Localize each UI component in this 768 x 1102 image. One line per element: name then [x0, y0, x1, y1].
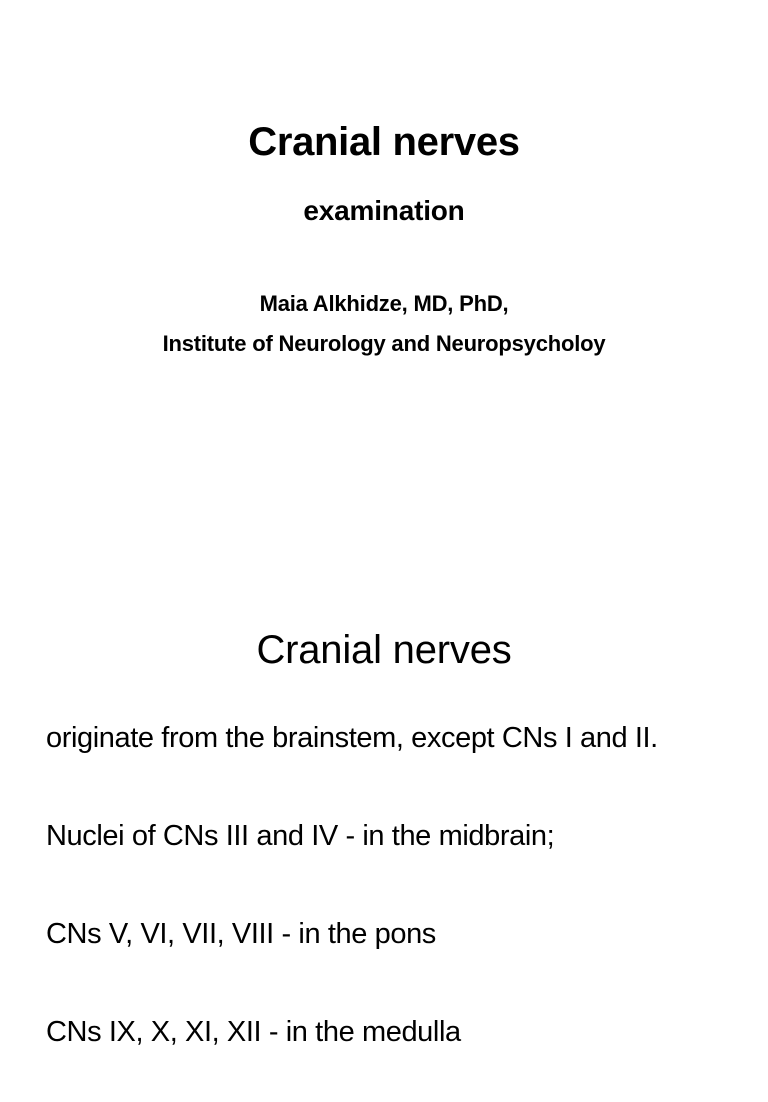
content-line: CNs V, VI, VII, VIII - in the pons — [46, 918, 436, 950]
slide-subtitle: examination — [303, 195, 465, 226]
slide-title: Cranial nerves — [248, 120, 520, 164]
content-line: originate from the brainstem, except CNs I and II. — [46, 722, 658, 754]
author-line: Maia Alkhidze, MD, PhD, — [259, 291, 509, 316]
institute-line: Institute of Neurology and Neuropsycholoy — [162, 331, 606, 356]
content-line: Nuclei of CNs III and IV - in the midbrain; — [46, 820, 555, 852]
content-lines — [46, 710, 756, 1102]
content-line: CNs IX, X, XI, XII - in the medulla — [46, 1016, 461, 1048]
content-slide-title: Cranial nerves — [256, 628, 512, 672]
content-slide — [0, 560, 768, 1048]
